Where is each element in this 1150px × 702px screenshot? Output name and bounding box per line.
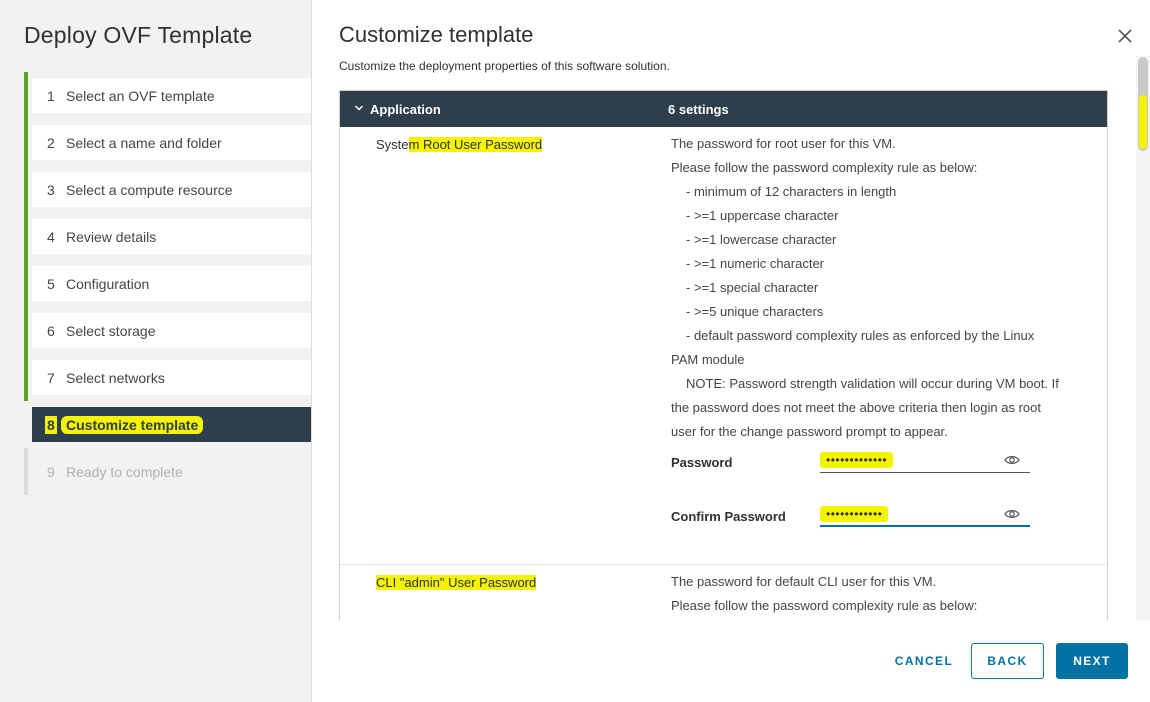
step-number: 8 [47, 416, 55, 433]
next-button[interactable]: NEXT [1056, 643, 1128, 679]
step-review-details[interactable] [24, 213, 311, 260]
close-icon[interactable] [1116, 27, 1134, 45]
step-number: 9 [47, 463, 55, 480]
step-complete-bar [24, 307, 28, 354]
page-title: Customize template [339, 22, 534, 47]
step-complete-bar [24, 119, 28, 166]
step-complete-bar [24, 260, 28, 307]
step-number: 6 [47, 322, 55, 339]
step-pending-bar [24, 448, 28, 495]
wizard-sidebar [0, 0, 312, 702]
confirm-password-value: •••••••••••• [820, 506, 888, 522]
confirm-password-label: Confirm Password [671, 509, 786, 524]
step-label: Customize template [61, 416, 203, 434]
back-button[interactable]: BACK [971, 643, 1044, 679]
step-ready-to-complete [24, 448, 311, 495]
password-value: ••••••••••••• [820, 452, 893, 468]
confirm-password-input[interactable] [820, 503, 1030, 527]
scrollbar-thumb[interactable] [1138, 57, 1148, 151]
step-label: Configuration [66, 275, 150, 292]
step-number: 5 [47, 275, 55, 292]
eye-icon[interactable] [1004, 508, 1020, 520]
step-customize-template[interactable] [24, 401, 311, 448]
wizard-steps [24, 72, 311, 495]
step-complete-bar [24, 166, 28, 213]
password-input[interactable] [820, 449, 1030, 473]
password-label: Password [671, 455, 733, 470]
step-label: Select a name and folder [66, 134, 222, 151]
chevron-down-icon[interactable] [354, 103, 364, 113]
step-label: Select a compute resource [66, 181, 233, 198]
section-settings-count: 6 settings [668, 101, 729, 117]
step-label: Ready to complete [66, 463, 183, 480]
section-name: Application [370, 101, 441, 117]
step-label: Select networks [66, 369, 165, 386]
section-header-application[interactable] [340, 91, 1107, 127]
properties-grid [339, 90, 1108, 620]
step-configuration[interactable] [24, 260, 311, 307]
step-select-name-folder[interactable] [24, 119, 311, 166]
root-password-description: The password for root user for this VM. Please follow the password complexity rule as below: - minimum of 12 characters in length - >=1 uppercase character - >=1 lowercase character - >=1 numeric character - >=1 special character - >=5 unique characters - default password complexity rules as enforced by the Linux PAM module NOTE: Password strength validation will occur during VM boot. If the password does not meet the above criteria then login as root user for the change password prompt to appear. [671, 136, 1059, 439]
step-number: 1 [47, 87, 55, 104]
step-number: 7 [47, 369, 55, 386]
eye-icon[interactable] [1004, 454, 1020, 466]
step-number: 2 [47, 134, 55, 151]
wizard-title: Deploy OVF Template [24, 22, 253, 48]
cli-admin-password-description: The password for default CLI user for this VM. Please follow the password complexity rule as below: [671, 574, 978, 613]
step-select-ovf-template[interactable] [24, 72, 311, 119]
step-label: Select an OVF template [66, 87, 215, 104]
step-complete-bar [24, 213, 28, 260]
row-divider [340, 564, 1107, 565]
step-select-networks[interactable] [24, 354, 311, 401]
root-password-label: System Root User Password [376, 137, 543, 152]
step-complete-bar [24, 354, 28, 401]
step-number: 4 [47, 228, 55, 245]
step-complete-bar [24, 72, 28, 119]
step-select-compute-resource[interactable] [24, 166, 311, 213]
step-label: Select storage [66, 322, 156, 339]
page-subtitle: Customize the deployment properties of this software solution. [339, 59, 670, 73]
cancel-button[interactable]: CANCEL [894, 654, 954, 668]
step-number: 3 [47, 181, 55, 198]
step-label: Review details [66, 228, 157, 245]
scrollbar-highlight [1139, 95, 1147, 149]
cli-admin-password-label: CLI "admin" User Password [376, 575, 537, 590]
step-select-storage[interactable] [24, 307, 311, 354]
